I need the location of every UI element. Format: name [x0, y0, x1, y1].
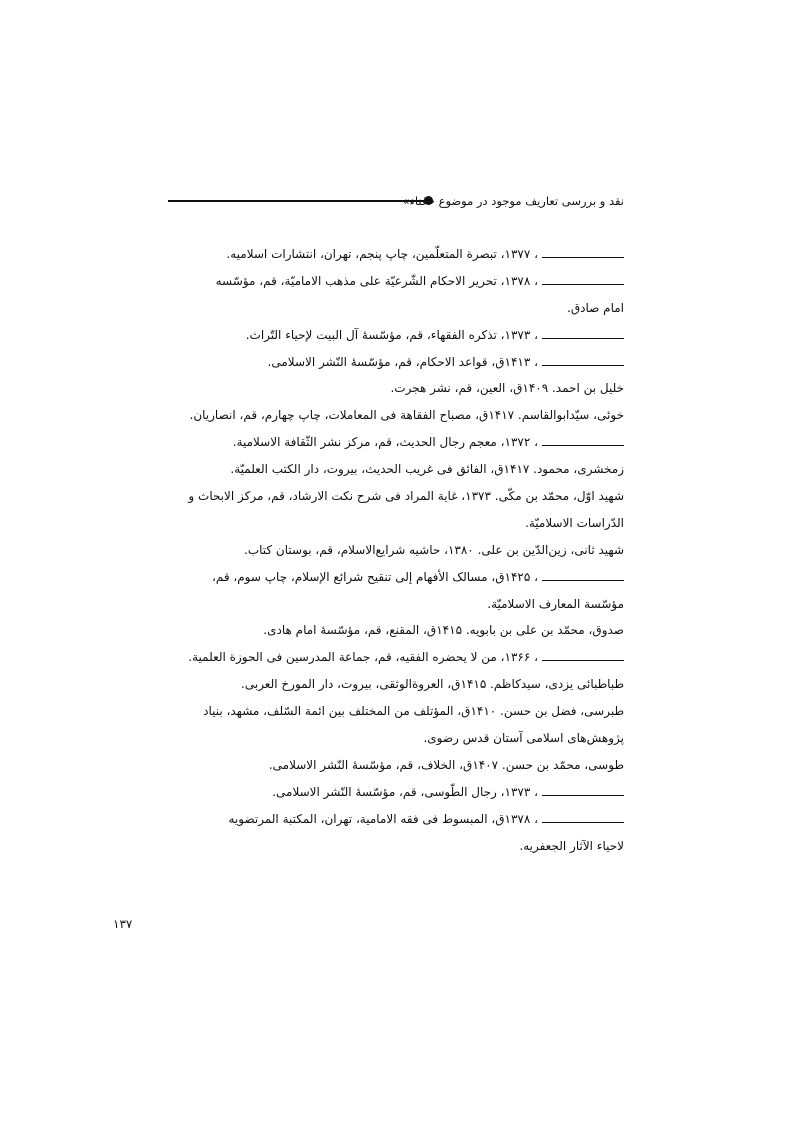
bibliography-line — [168, 591, 624, 618]
bibliography-line — [168, 779, 624, 806]
bibliography-line — [168, 510, 624, 537]
bibliography-line — [168, 349, 624, 376]
bibliography-line — [168, 644, 624, 671]
bibliography-text: شهید ثانی، زین‌الدّین بن علی. ۱۳۸۰، حاشیه شرایع‌الاسلام، قم، بوستان کتاب. — [244, 542, 624, 557]
bibliography-line — [168, 429, 624, 456]
repeat-author-dash — [542, 646, 624, 661]
bibliography-line — [168, 241, 624, 268]
bibliography-text: صدوق، محمّد بن علی بن بابویه. ۱۴۱۵ق، المقنع، قم، مؤسّسهٔ امام هادی. — [263, 623, 624, 638]
bibliography-line — [168, 537, 624, 564]
bibliography-text: ، ۱۴۲۵ق، مسالک الأفهام إلی تنقیح شرائع الإسلام، چاپ سوم، قم، — [211, 569, 538, 584]
bibliography-line — [168, 833, 624, 860]
bibliography-text: ، ۱۳۷۳، تذکره الفقهاء، قم، مؤسّسهٔ آل البیت لإحیاء التّراث. — [245, 327, 538, 342]
bibliography-line — [168, 456, 624, 483]
header-title: نقد و بررسی تعاریف موجود در موضوع «غناء» — [402, 194, 624, 208]
bibliography-line — [168, 268, 624, 295]
bibliography-text: طوسی، محمّد بن حسن. ۱۴۰۷ق، الخلاف، قم، مؤسّسهٔ النّشر الاسلامی. — [268, 757, 624, 772]
running-header — [168, 190, 624, 212]
bibliography-text: ، ۱۳۷۳، رجال الطّوسی، قم، مؤسّسهٔ النّشر الاسلامی. — [272, 784, 538, 799]
bibliography-line — [168, 564, 624, 591]
bibliography-line — [168, 725, 624, 752]
repeat-author-dash — [542, 808, 624, 823]
bibliography-line — [168, 806, 624, 833]
repeat-author-dash — [542, 270, 624, 285]
repeat-author-dash — [542, 431, 624, 446]
bibliography-text: الدّراسات الاسلامیّة. — [525, 515, 624, 530]
header-rule — [168, 200, 426, 202]
bibliography-line — [168, 698, 624, 725]
bibliography-line — [168, 752, 624, 779]
bibliography-text: طباطبائی یزدی، سیدکاظم. ۱۴۱۵ق، العروةالوثقی، بیروت، دار المورخ العربی. — [241, 677, 624, 692]
bibliography-text: ، ۱۳۶۶، من لا یحضره الفقیه، قم، جماعة المدرسین فی الحوزة العلمیة. — [188, 650, 538, 665]
bibliography-line — [168, 322, 624, 349]
bibliography-text: ، ۱۴۱۳ق، قواعد الاحکام، قم، مؤسّسهٔ النّشر الاسلامی. — [267, 354, 538, 369]
bibliography-text: پژوهش‌های اسلامی آستان قدس رضوی. — [423, 731, 624, 746]
bibliography-line — [168, 295, 624, 322]
repeat-author-dash — [542, 351, 624, 366]
bibliography-text: امام صادق. — [567, 300, 624, 315]
bibliography-text: شهید اوّل، محمّد بن مکّی. ۱۳۷۳، غایة المراد فی شرح نکت الارشاد، قم، مرکز الابحاث و — [188, 489, 624, 504]
bibliography-text: ، ۱۳۷۸، تحریر الاحکام الشّرعیّة علی مذهب الامامیّة، قم، مؤسّسه — [215, 273, 538, 288]
bibliography-line — [168, 617, 624, 644]
bibliography-text: مؤسّسة المعارف الاسلامیّة. — [487, 596, 624, 611]
repeat-author-dash — [542, 243, 624, 258]
bibliography-text: لاحیاء الآثار الجعفریه. — [519, 838, 624, 853]
repeat-author-dash — [542, 566, 624, 581]
repeat-author-dash — [542, 324, 624, 339]
bibliography-text: زمخشری، محمود. ۱۴۱۷ق، الفائق فی غریب الحدیث، بیروت، دار الکتب العلمیّة. — [230, 462, 624, 477]
bibliography-text: خلیل بن احمد. ۱۴۰۹ق، العین، قم، نشر هجرت. — [390, 381, 624, 396]
bibliography-text: طبرسی، فضل بن حسن. ۱۴۱۰ق، المؤتلف من المختلف بین ائمة السّلف، مشهد، بنیاد — [203, 704, 624, 719]
repeat-author-dash — [542, 781, 624, 796]
bibliography-line — [168, 671, 624, 698]
bibliography-text: ، ۱۳۷۲، معجم رجال الحدیث، قم، مرکز نشر الثّقافة الاسلامیة. — [232, 435, 538, 450]
bibliography — [168, 241, 624, 859]
bibliography-line — [168, 375, 624, 402]
bibliography-line — [168, 483, 624, 510]
bibliography-text: خوئی، سیّدابوالقاسم. ۱۴۱۷ق، مصباح الفقاهة فی المعاملات، چاپ چهارم، قم، انصاریان. — [189, 408, 624, 423]
bibliography-text: ، ۱۳۷۸ق، المبسوط فی فقه الامامیة، تهران، المکتبة المرتضویه — [228, 811, 538, 826]
bibliography-line — [168, 402, 624, 429]
bibliography-text: ، ۱۳۷۷، تبصرة المتعلّمین، چاپ پنجم، تهران، انتشارات اسلامیه. — [226, 247, 538, 261]
page-number: ۱۳۷ — [113, 917, 133, 931]
